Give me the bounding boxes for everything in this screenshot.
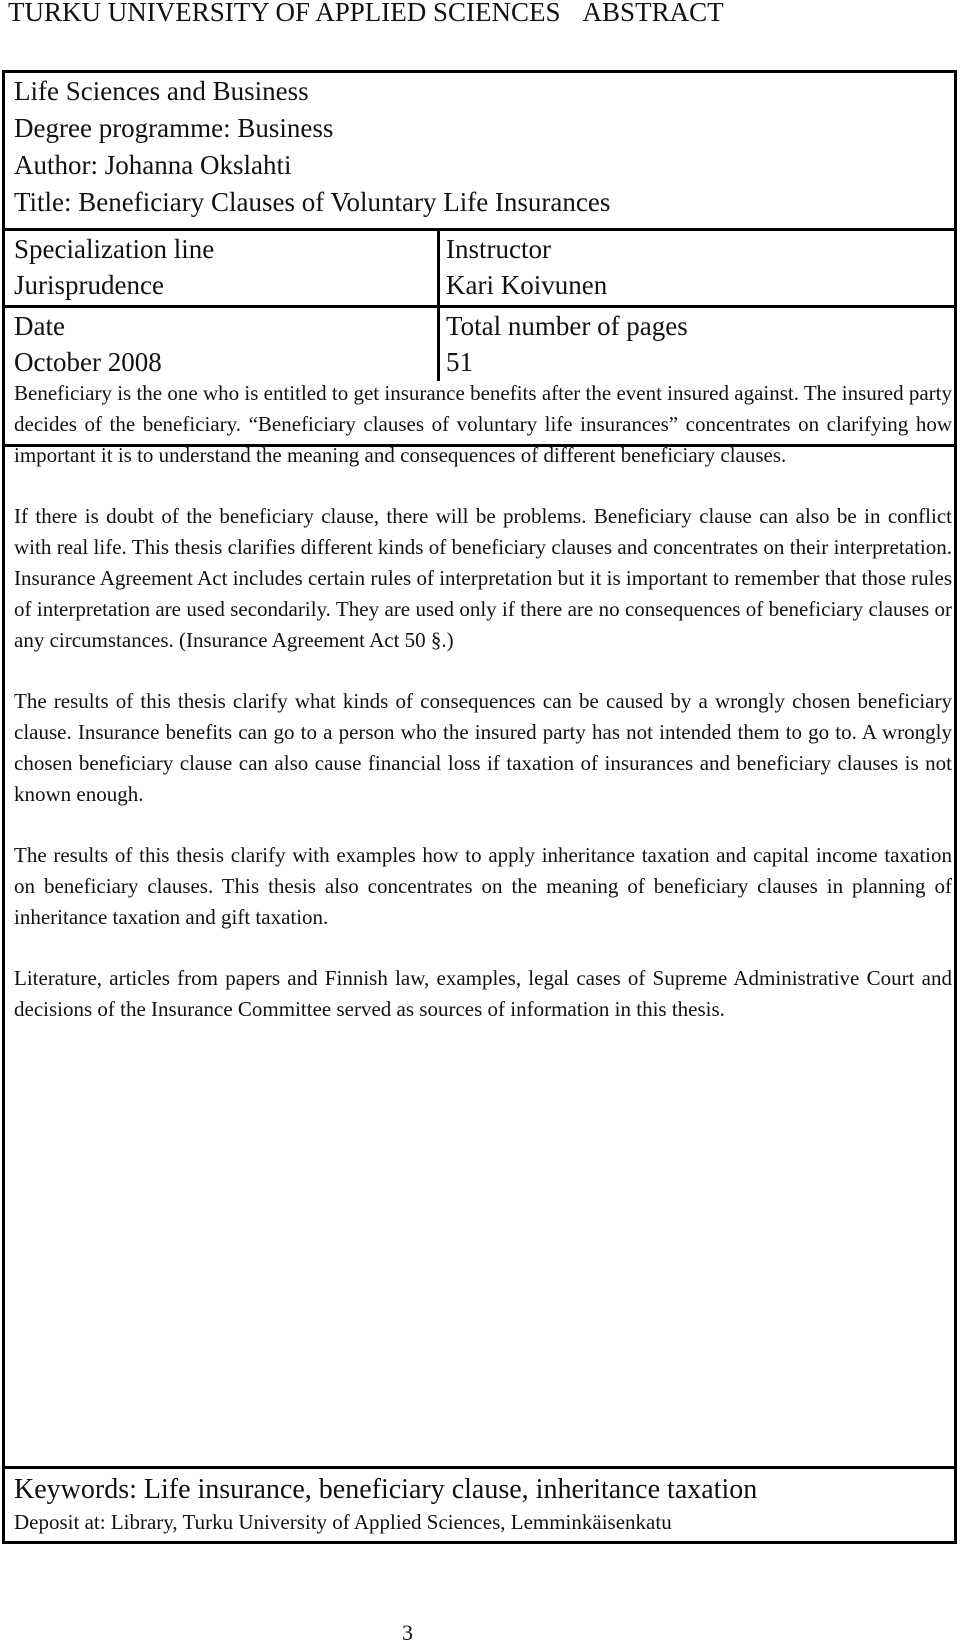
page-number: 3 <box>402 1620 413 1645</box>
abstract-body <box>14 378 952 1055</box>
page-header <box>8 0 724 30</box>
keywords-section <box>5 1466 954 1541</box>
instructor-value: Kari Koivunen <box>446 270 608 300</box>
faculty-line: Life Sciences and Business <box>14 76 309 106</box>
title-line: Title: Beneficiary Clauses of Voluntary Life Insurances <box>14 187 611 217</box>
keywords-line: Keywords: Life insurance, beneficiary clause, inheritance taxation <box>14 1474 758 1505</box>
abstract-paragraph: If there is doubt of the beneficiary clause, there will be problems. Beneficiary clause can also be in conflict with real life. This thesis clarifies different kinds of beneficiary clauses and concentrates on their interpretation. Insurance Agreement Act includes certain rules of interpretation but it is important to remember that those rules of interpretation are used secondarily. They are used only if there are no consequences of beneficiary clauses or any circumstances. (Insurance Agreement Act 50 §.) <box>14 504 952 652</box>
instructor-cell <box>446 231 607 305</box>
date-cell <box>14 308 429 382</box>
thesis-metadata <box>14 73 610 221</box>
author-line: Author: Johanna Okslahti <box>14 150 292 180</box>
abstract-paragraph: The results of this thesis clarify what kinds of consequences can be caused by a wrongly chosen beneficiary clause. Insurance benefits can go to a person who the insured party has not intended them to go to. A wrongly chosen beneficiary clause can also cause financial loss if taxation of insurances and beneficiary clauses is not known enough. <box>14 689 952 806</box>
date-value: October 2008 <box>14 347 162 377</box>
degree-programme-line: Degree programme: Business <box>14 113 334 143</box>
grid-row-specialization <box>5 231 954 305</box>
pages-value: 51 <box>446 347 473 377</box>
instructor-label: Instructor <box>446 234 551 264</box>
document-type: ABSTRACT <box>582 0 724 27</box>
specialization-cell <box>14 231 429 305</box>
abstract-paragraph: Beneficiary is the one who is entitled to get insurance benefits after the event insured against. The insured party decides of the beneficiary. “Beneficiary clauses of voluntary life insurances” concentrates on clarifying how important it is to understand the meaning and consequences of different beneficiary clauses. <box>14 381 952 467</box>
pages-label: Total number of pages <box>446 311 688 341</box>
abstract-paragraph: Literature, articles from papers and Finnish law, examples, legal cases of Supreme Administrative Court and decisions of the Insurance Committee served as sources of information in this thesis. <box>14 966 952 1021</box>
abstract-box <box>2 70 957 1544</box>
pages-cell <box>446 308 688 382</box>
abstract-paragraph: The results of this thesis clarify with examples how to apply inheritance taxation and capital income taxation on beneficiary clauses. This thesis also concentrates on the meaning of beneficiary clauses in planning of inheritance taxation and gift taxation. <box>14 843 952 929</box>
specialization-value: Jurisprudence <box>14 270 164 300</box>
institution-name: TURKU UNIVERSITY OF APPLIED SCIENCES <box>8 0 561 27</box>
date-label: Date <box>14 311 65 341</box>
grid-row-date <box>5 305 954 382</box>
deposit-line: Deposit at: Library, Turku University of Applied Sciences, Lemminkäisenkatu <box>14 1510 672 1534</box>
specialization-label: Specialization line <box>14 234 215 264</box>
